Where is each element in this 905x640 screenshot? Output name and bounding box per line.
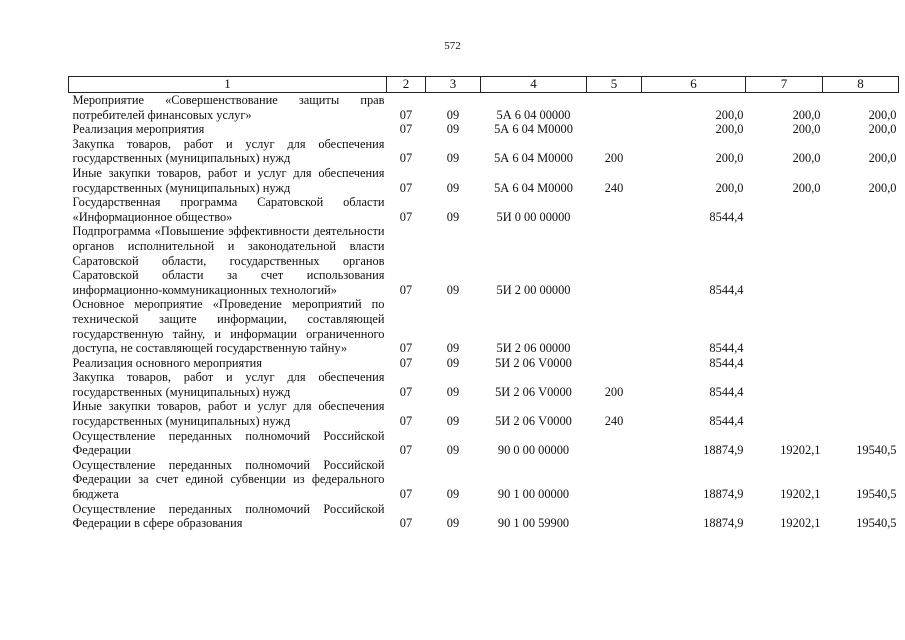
column-header: 3 (426, 77, 481, 93)
row-amount-year3: 200,0 (868, 180, 897, 195)
row-amount-year2 (746, 370, 823, 399)
row-description: Закупка товаров, работ и услуг для обеспечения государственных (муниципальных) нужд (72, 136, 385, 166)
row-amount-year2 (746, 356, 823, 371)
table-row (69, 370, 899, 399)
row-amount-year3 (823, 356, 899, 371)
row-section-code: 07 (399, 282, 413, 297)
row-subsection-code: 09 (446, 443, 460, 458)
row-description: Осуществление переданных полномочий Российской Федерации в сфере образования (72, 501, 385, 531)
row-amount-year2: 200,0 (792, 151, 821, 166)
table-row (69, 137, 899, 166)
row-section-code: 07 (399, 180, 413, 195)
row-amount-year2 (746, 399, 823, 428)
row-amount-year3: 19540,5 (856, 443, 897, 458)
row-subsection-code: 09 (446, 122, 460, 137)
table-header-row (69, 77, 899, 93)
row-amount-year1: 8544,4 (709, 414, 744, 429)
row-description: Осуществление переданных полномочий Российской Федерации за счет единой субвенции из федерального бюджета (72, 457, 385, 502)
row-amount-year1: 18874,9 (703, 443, 744, 458)
row-expense-type: 200 (604, 151, 624, 166)
row-description: Основное мероприятие «Проведение мероприятий по технической защите информации, составляющей государственную тайну, и информации ограниченного доступа, не составляющей государственную тайну» (72, 297, 385, 356)
row-amount-year3: 200,0 (868, 151, 897, 166)
row-target-code: 5И 2 06 V0000 (495, 414, 572, 429)
table-row (69, 166, 899, 195)
row-amount-year2: 19202,1 (780, 443, 821, 458)
row-amount-year3: 200,0 (868, 122, 897, 137)
column-header: 1 (69, 77, 387, 93)
row-subsection-code: 09 (446, 384, 460, 399)
row-description: Мероприятие «Совершенствование защиты прав потребителей финансовых услуг» (72, 93, 385, 122)
row-section-code: 07 (399, 487, 413, 502)
row-expense-type (587, 429, 642, 458)
row-expense-type: 200 (604, 384, 624, 399)
row-subsection-code: 09 (446, 107, 460, 122)
row-description: Реализация основного мероприятия (72, 355, 262, 370)
row-amount-year1: 200,0 (715, 107, 744, 122)
column-header: 8 (823, 77, 899, 93)
row-target-code: 90 1 00 00000 (497, 487, 570, 502)
table-row (69, 429, 899, 458)
row-expense-type (587, 93, 642, 123)
row-description: Подпрограмма «Повышение эффективности деятельности органов исполнительной и законодательной власти Саратовской области, государственных органов Саратовской области за счет использования информационно-коммуникационных технологий» (72, 224, 385, 297)
row-amount-year2: 200,0 (792, 122, 821, 137)
budget-table (68, 76, 899, 531)
page-number: 572 (444, 40, 461, 52)
row-amount-year3: 200,0 (868, 107, 897, 122)
column-header: 2 (387, 77, 426, 93)
row-amount-year1: 18874,9 (703, 516, 744, 531)
row-amount-year2 (746, 224, 823, 297)
row-amount-year1: 200,0 (715, 180, 744, 195)
row-amount-year1: 200,0 (715, 122, 744, 137)
row-section-code: 07 (399, 107, 413, 122)
table-row (69, 502, 899, 531)
row-target-code: 5И 2 06 00000 (496, 341, 571, 356)
row-section-code: 07 (399, 516, 413, 531)
row-subsection-code: 09 (446, 355, 460, 370)
row-description: Реализация мероприятия (72, 122, 205, 137)
table-row (69, 122, 899, 137)
row-amount-year3 (823, 399, 899, 428)
row-target-code: 5И 2 06 V0000 (495, 355, 572, 370)
row-subsection-code: 09 (446, 414, 460, 429)
row-expense-type (587, 502, 642, 531)
row-amount-year2: 19202,1 (780, 516, 821, 531)
row-section-code: 07 (399, 151, 413, 166)
row-target-code: 90 0 00 00000 (497, 443, 570, 458)
row-amount-year3 (823, 370, 899, 399)
row-description: Иные закупки товаров, работ и услуг для обеспечения государственных (муниципальных) нужд (72, 399, 385, 429)
row-amount-year3 (823, 195, 899, 224)
row-target-code: 5И 2 00 00000 (496, 282, 571, 297)
row-amount-year1: 8544,4 (709, 384, 744, 399)
row-expense-type: 240 (604, 180, 624, 195)
row-amount-year2: 200,0 (792, 107, 821, 122)
row-subsection-code: 09 (446, 341, 460, 356)
column-header: 7 (746, 77, 823, 93)
column-header: 5 (587, 77, 642, 93)
row-section-code: 07 (399, 384, 413, 399)
row-expense-type: 240 (604, 414, 624, 429)
table-row (69, 93, 899, 123)
row-amount-year2: 19202,1 (780, 487, 821, 502)
row-expense-type (587, 297, 642, 355)
row-amount-year3 (823, 297, 899, 355)
row-subsection-code: 09 (446, 180, 460, 195)
column-header: 6 (642, 77, 746, 93)
row-description: Иные закупки товаров, работ и услуг для обеспечения государственных (муниципальных) нужд (72, 165, 385, 195)
row-expense-type (587, 356, 642, 371)
row-amount-year1: 8544,4 (709, 209, 744, 224)
row-description: Закупка товаров, работ и услуг для обеспечения государственных (муниципальных) нужд (72, 370, 385, 399)
row-target-code: 5А 6 04 М0000 (494, 122, 573, 137)
table-row (69, 297, 899, 355)
row-amount-year3 (823, 224, 899, 297)
row-expense-type (587, 122, 642, 137)
table-row (69, 356, 899, 371)
row-expense-type (587, 458, 642, 502)
row-amount-year3: 19540,5 (856, 487, 897, 502)
row-section-code: 07 (399, 209, 413, 224)
row-subsection-code: 09 (446, 282, 460, 297)
row-section-code: 07 (399, 341, 413, 356)
row-subsection-code: 09 (446, 487, 460, 502)
row-description: Осуществление переданных полномочий Российской Федерации (72, 428, 385, 458)
row-section-code: 07 (399, 443, 413, 458)
row-expense-type (587, 224, 642, 297)
row-amount-year1: 18874,9 (703, 487, 744, 502)
row-amount-year1: 8544,4 (709, 282, 744, 297)
row-section-code: 07 (399, 122, 413, 137)
row-section-code: 07 (399, 414, 413, 429)
row-subsection-code: 09 (446, 209, 460, 224)
row-amount-year2: 200,0 (792, 180, 821, 195)
row-target-code: 5А 6 04 М0000 (494, 180, 573, 195)
row-subsection-code: 09 (446, 151, 460, 166)
row-section-code: 07 (399, 355, 413, 370)
row-amount-year2 (746, 195, 823, 224)
table-row (69, 224, 899, 297)
row-description: Государственная программа Саратовской области «Информационное общество» (72, 195, 385, 224)
row-subsection-code: 09 (446, 516, 460, 531)
row-amount-year3: 19540,5 (856, 516, 897, 531)
row-target-code: 5И 0 00 00000 (496, 209, 571, 224)
row-target-code: 5А 6 04 00000 (496, 107, 571, 122)
row-amount-year1: 200,0 (715, 151, 744, 166)
row-amount-year1: 8544,4 (709, 341, 744, 356)
table-row (69, 458, 899, 502)
row-target-code: 5И 2 06 V0000 (495, 384, 572, 399)
row-target-code: 90 1 00 59900 (497, 516, 570, 531)
row-amount-year2 (746, 297, 823, 355)
column-header: 4 (481, 77, 587, 93)
row-expense-type (587, 195, 642, 224)
row-amount-year1: 8544,4 (709, 355, 744, 370)
table-row (69, 399, 899, 428)
row-target-code: 5А 6 04 М0000 (494, 151, 573, 166)
table-row (69, 195, 899, 224)
